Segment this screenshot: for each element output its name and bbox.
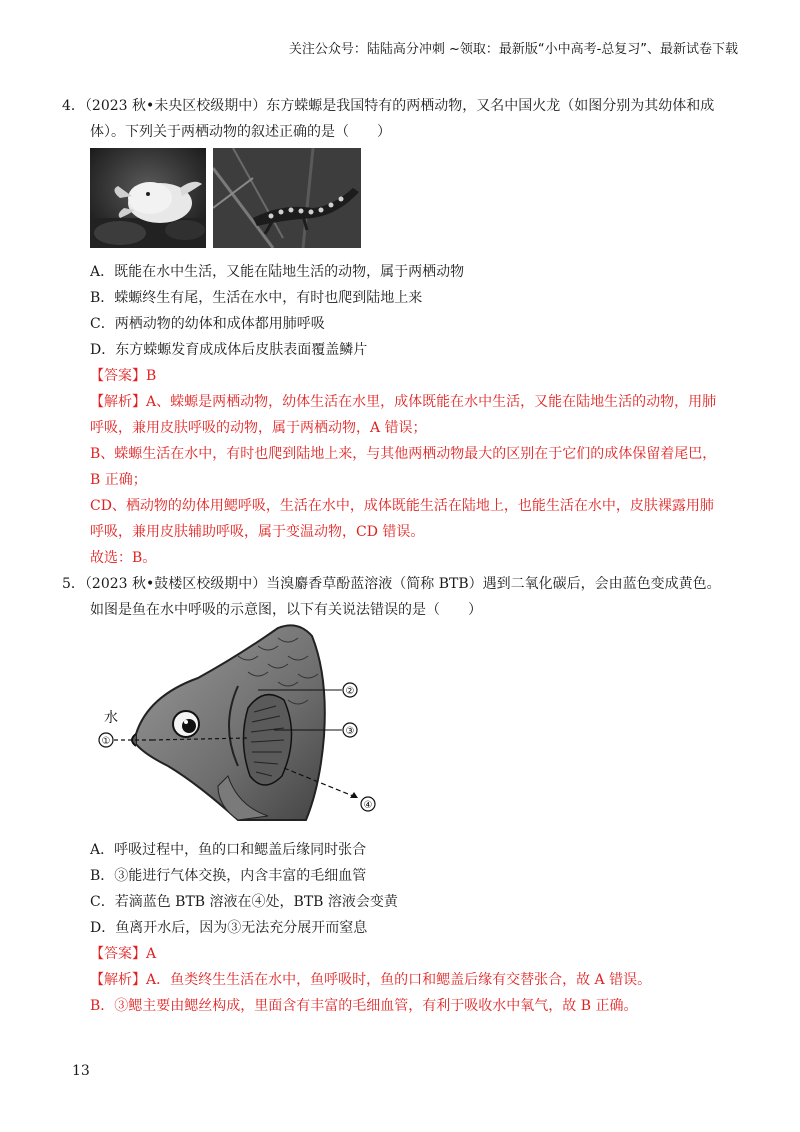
salamander-adult-photo (213, 148, 361, 248)
q4-analysis-line: 故选：B。 (90, 550, 157, 566)
q5-analysis-line: 【解析】A．鱼类终生生活在水中，鱼呼吸时，鱼的口和鳃盖后缘有交替张合，故 A 错误。 (90, 972, 652, 988)
q4-analysis-line: B、蝾螈生活在水中，有时也爬到陆地上来，与其他两栖动物最大的区别在于它们的成体保留着尾巴， (90, 446, 717, 462)
label-2: ② (345, 686, 355, 697)
page-number: 13 (72, 1063, 90, 1079)
salamander-larva-photo (90, 148, 206, 248)
q4-analysis-line: 呼吸，兼用皮肤呼吸的动物，属于两栖动物，A 错误； (90, 420, 427, 436)
q4-option-d: D．东方蝾螈发育成成体后皮肤表面覆盖鳞片 (90, 342, 368, 358)
q4-analysis-line: CD、栖动物的幼体用鳃呼吸，生活在水中，成体既能生活在陆地上，也能生活在水中，皮肤裸露用肺 (90, 498, 714, 514)
q5-option-b: B．③能进行气体交换，内含丰富的毛细血管 (90, 868, 367, 884)
label-3: ③ (345, 726, 355, 737)
label-4: ④ (363, 800, 373, 811)
q4-stem-line1: 4．（2023 秋•未央区校级期中）东方蝾螈是我国特有的两栖动物，又名中国火龙（如图分别为其幼体和成 (62, 98, 715, 114)
q4-analysis-line: B 正确； (90, 472, 147, 488)
q5-option-c: C．若滴蓝色 BTB 溶液在④处，BTB 溶液会变黄 (90, 894, 398, 910)
q5-option-a: A．呼吸过程中，鱼的口和鳃盖后缘同时张合 (90, 842, 367, 858)
page-header: 关注公众号：陆陆高分冲刺 ~领取：最新版“小中高考-总复习”、最新试卷下载 (288, 42, 738, 57)
q4-option-a: A．既能在水中生活，又能在陆地生活的动物，属于两栖动物 (90, 264, 465, 280)
fish-respiration-diagram (88, 616, 398, 822)
q4-analysis-line: 【解析】A、蝾螈是两栖动物，幼体生活在水里，成体既能在水中生活，又能在陆地生活的动物，用肺 (90, 394, 717, 410)
q4-option-b: B．蝾螈终生有尾，生活在水中，有时也爬到陆地上来 (90, 290, 423, 306)
q4-answer: 【答案】B (90, 368, 157, 384)
q5-answer: 【答案】A (90, 946, 157, 962)
q5-stem-line1: 5．（2023 秋•鼓楼区校级期中）当溴麝香草酚蓝溶液（简称 BTB）遇到二氧化碳后，会由蓝色变成黄色。 (62, 576, 721, 592)
q4-option-c: C．两栖动物的幼体和成体都用肺呼吸 (90, 316, 325, 332)
q4-analysis-line: 呼吸，兼用皮肤辅助呼吸，属于变温动物，CD 错误。 (90, 524, 425, 540)
q4-stem-line2: 体）。下列关于两栖动物的叙述正确的是（ ） (90, 124, 391, 140)
water-label: 水 (104, 710, 118, 726)
q5-analysis-line: B．③鳃主要由鳃丝构成，里面含有丰富的毛细血管，有利于吸收水中氧气，故 B 正确。 (90, 998, 638, 1014)
label-1: ① (101, 736, 111, 747)
q5-option-d: D．鱼离开水后，因为③无法充分展开而窒息 (90, 920, 368, 936)
q5-stem-line2: 如图是鱼在水中呼吸的示意图，以下有关说法错误的是（ ） (90, 602, 482, 618)
